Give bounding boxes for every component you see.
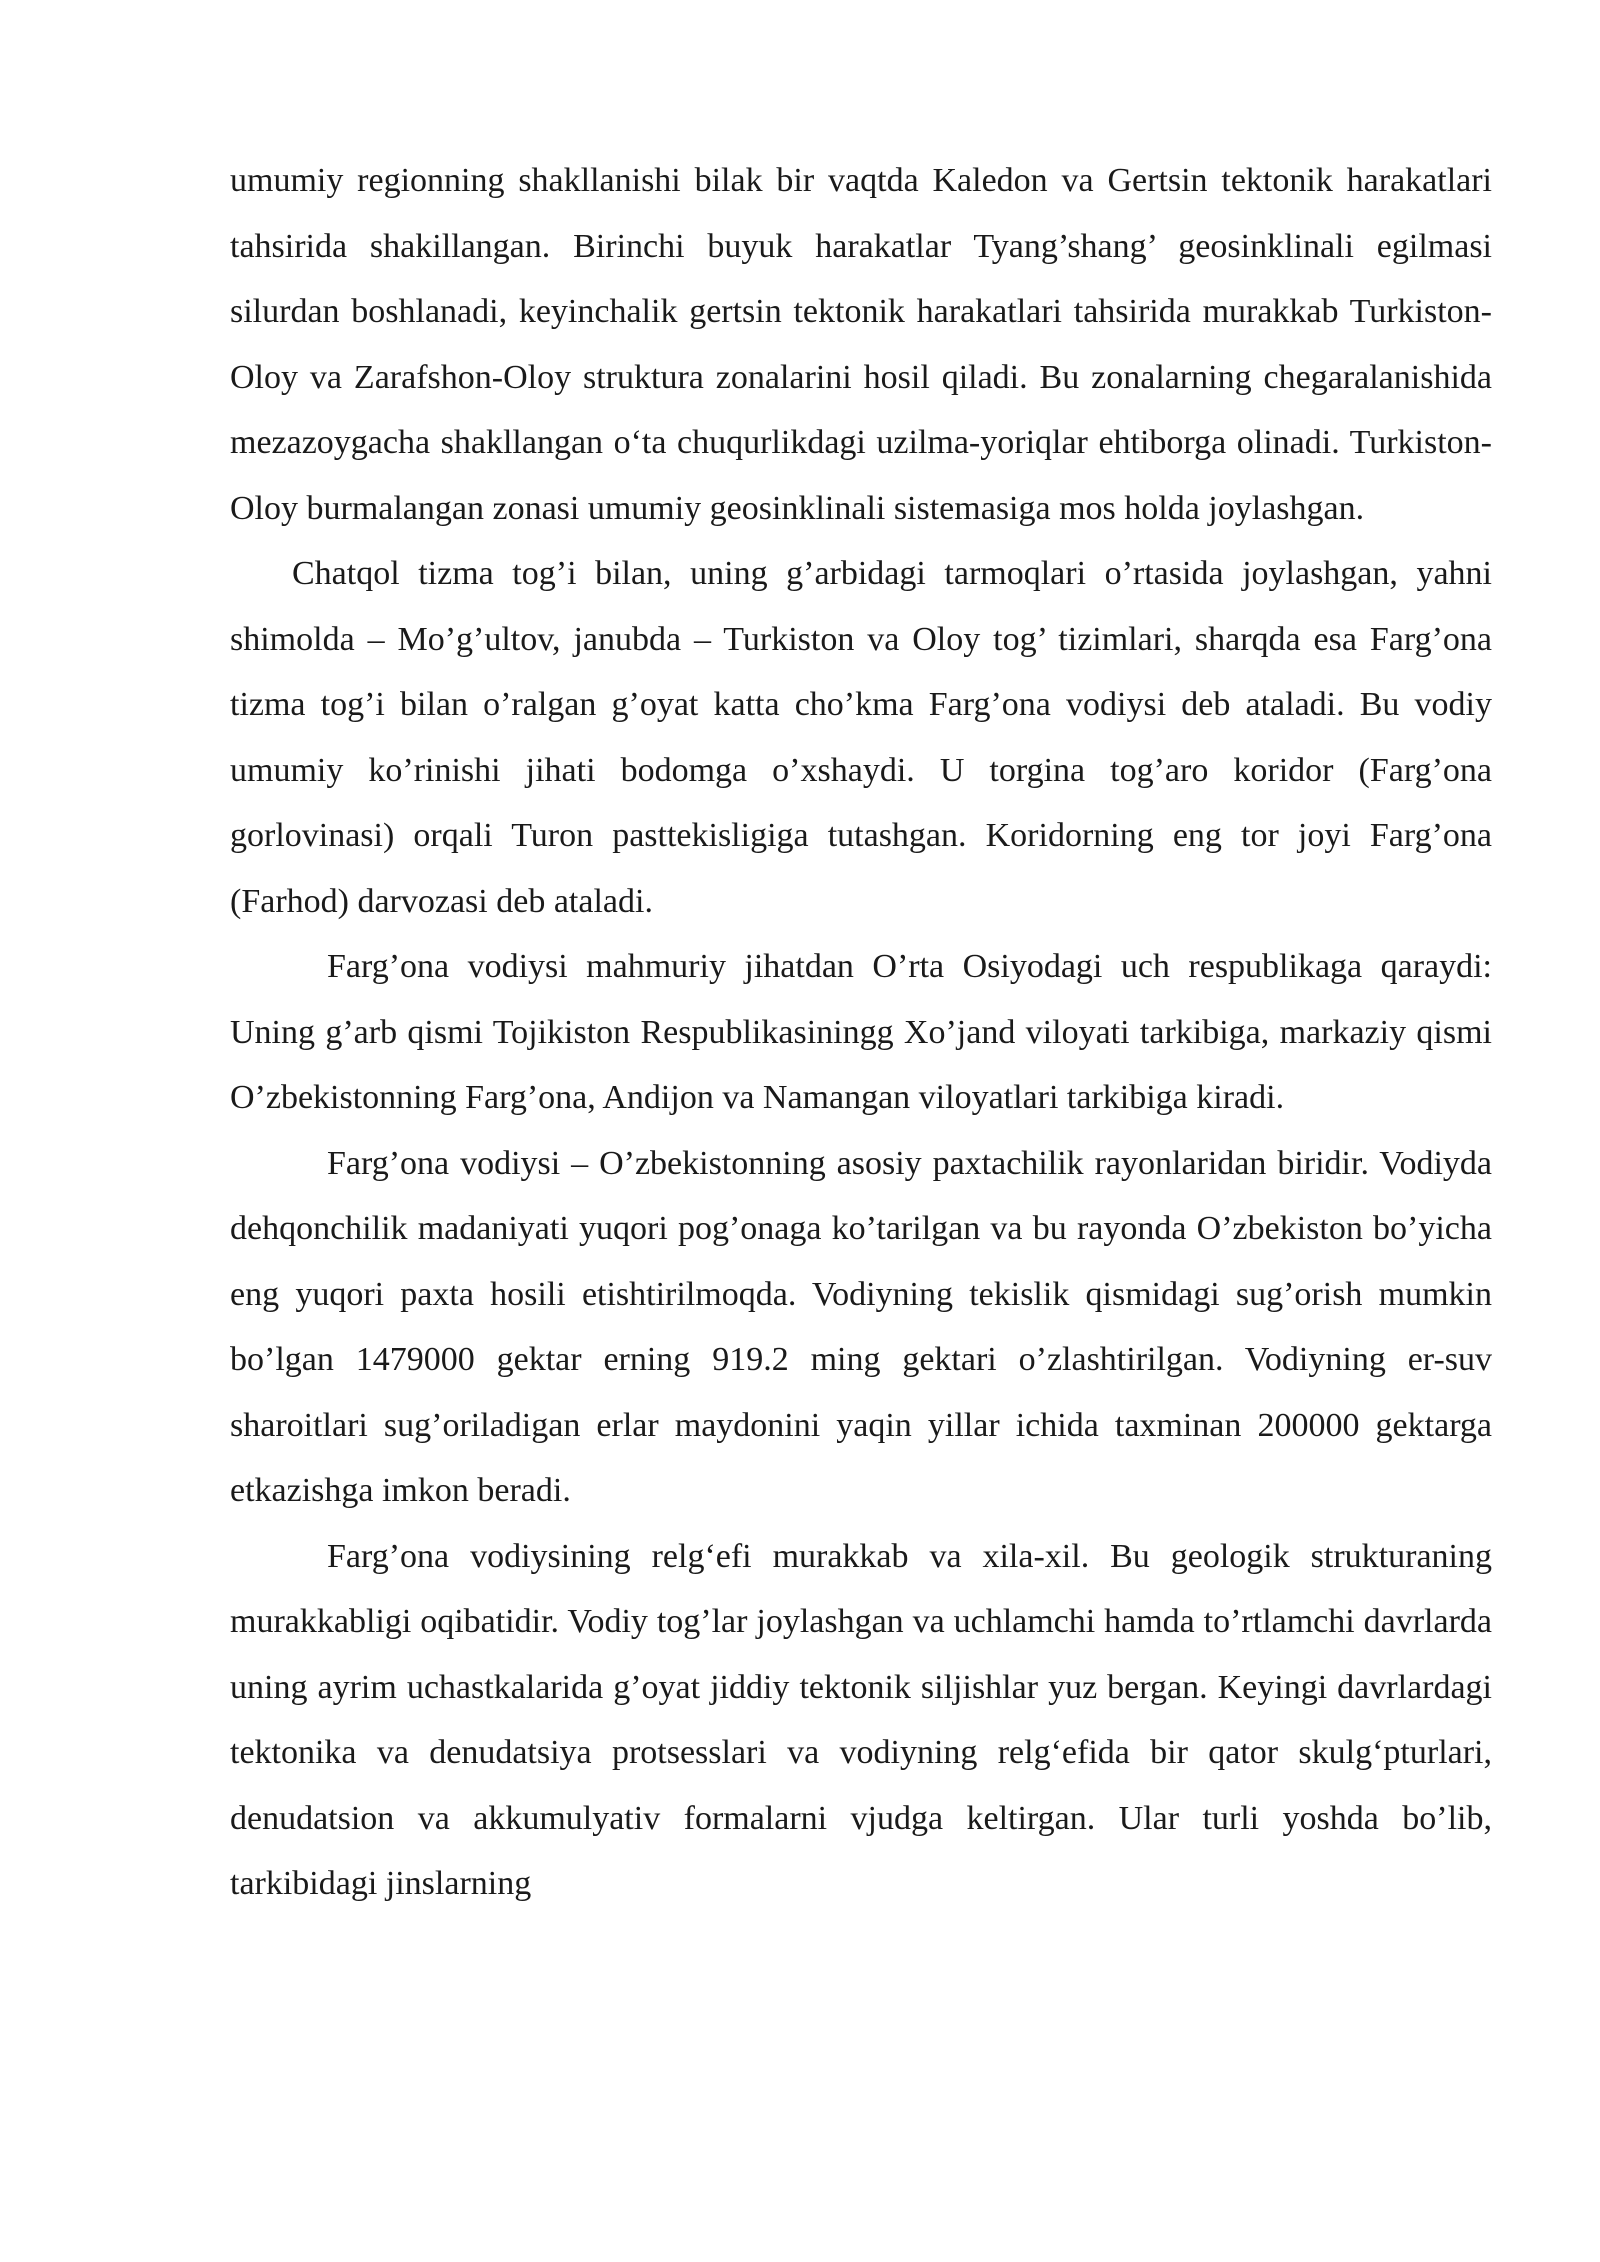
paragraph-3: Farg’ona vodiysi mahmuriy jihatdan O’rta Osiyodagi uch respublikaga qaraydi: Uning g’arb qismi Tojikiston Respublikasiningg Xo’jand viloyati tarkibiga, markaziy qismi O’zbekistonning Farg’ona, Andijon va Namangan viloyatlari tarkibiga kiradi. — [230, 948, 1492, 1116]
paragraph-5: Farg’ona vodiysining relg‘efi murakkab va xila-xil. Bu geologik strukturaning murakkabligi oqibatidir. Vodiy tog’lar joylashgan va uchlamchi hamda to’rtlamchi davrlarda uning ayrim uchastkalarida g’oyat jiddiy tektonik siljishlar yuz bergan. Keyingi davrlardagi tektonika va denudatsiya protsesslari va vodiyning relg‘efida bir qator skulg‘pturlari, denudatsion va akkumulyativ formalarni vjudga keltirgan. Ular turli yoshda bo’lib, tarkibidagi jinslarning — [230, 1537, 1492, 1902]
paragraph-2: Chatqol tizma tog’i bilan, uning g’arbidagi tarmoqlari o’rtasida joylashgan, yahni shimolda – Mo’g’ultov, janubda – Turkiston va Oloy tog’ tizimlari, sharqda esa Farg’ona tizma tog’i bilan o’ralgan g’oyat katta cho’kma Farg’ona vodiysi deb ataladi. Bu vodiy umumiy ko’rinishi jihati bodomga o’xshaydi. U torgina tog’aro koridor (Farg’ona gorlovinasi) orqali Turon pasttekisligiga tutashgan. Koridorning eng tor joyi Farg’ona (Farhod) darvozasi deb ataladi. — [230, 555, 1492, 920]
document-page — [230, 148, 1492, 1917]
paragraph-1: umumiy regionning shakllanishi bilak bir vaqtda Kaledon va Gertsin tektonik harakatlari tahsirida shakillangan. Birinchi buyuk harakatlar Tyang’shang’ geosinklinali egilmasi silurdan boshlanadi, keyinchalik gertsin tektonik harakatlari tahsirida murakkab Turkiston-Oloy va Zarafshon-Oloy struktura zonalarini hosil qiladi. Bu zonalarning chegaralanishida mezazoygacha shakllangan o‘ta chuqurlikdagi uzilma-yoriqlar ehtiborga olinadi. Turkiston-Oloy burmalangan zonasi umumiy geosinklinali sistemasiga mos holda joylashgan. — [230, 162, 1492, 527]
paragraph-4: Farg’ona vodiysi – O’zbekistonning asosiy paxtachilik rayonlaridan biridir. Vodiyda dehqonchilik madaniyati yuqori pog’onaga ko’tarilgan va bu rayonda O’zbekiston bo’yicha eng yuqori paxta hosili etishtirilmoqda. Vodiyning tekislik qismidagi sug’orish mumkin bo’lgan 1479000 gektar erning 919.2 ming gektari o’zlashtirilgan. Vodiyning er-suv sharoitlari sug’oriladigan erlar maydonini yaqin yillar ichida taxminan 200000 gektarga etkazishga imkon beradi. — [230, 1144, 1492, 1509]
